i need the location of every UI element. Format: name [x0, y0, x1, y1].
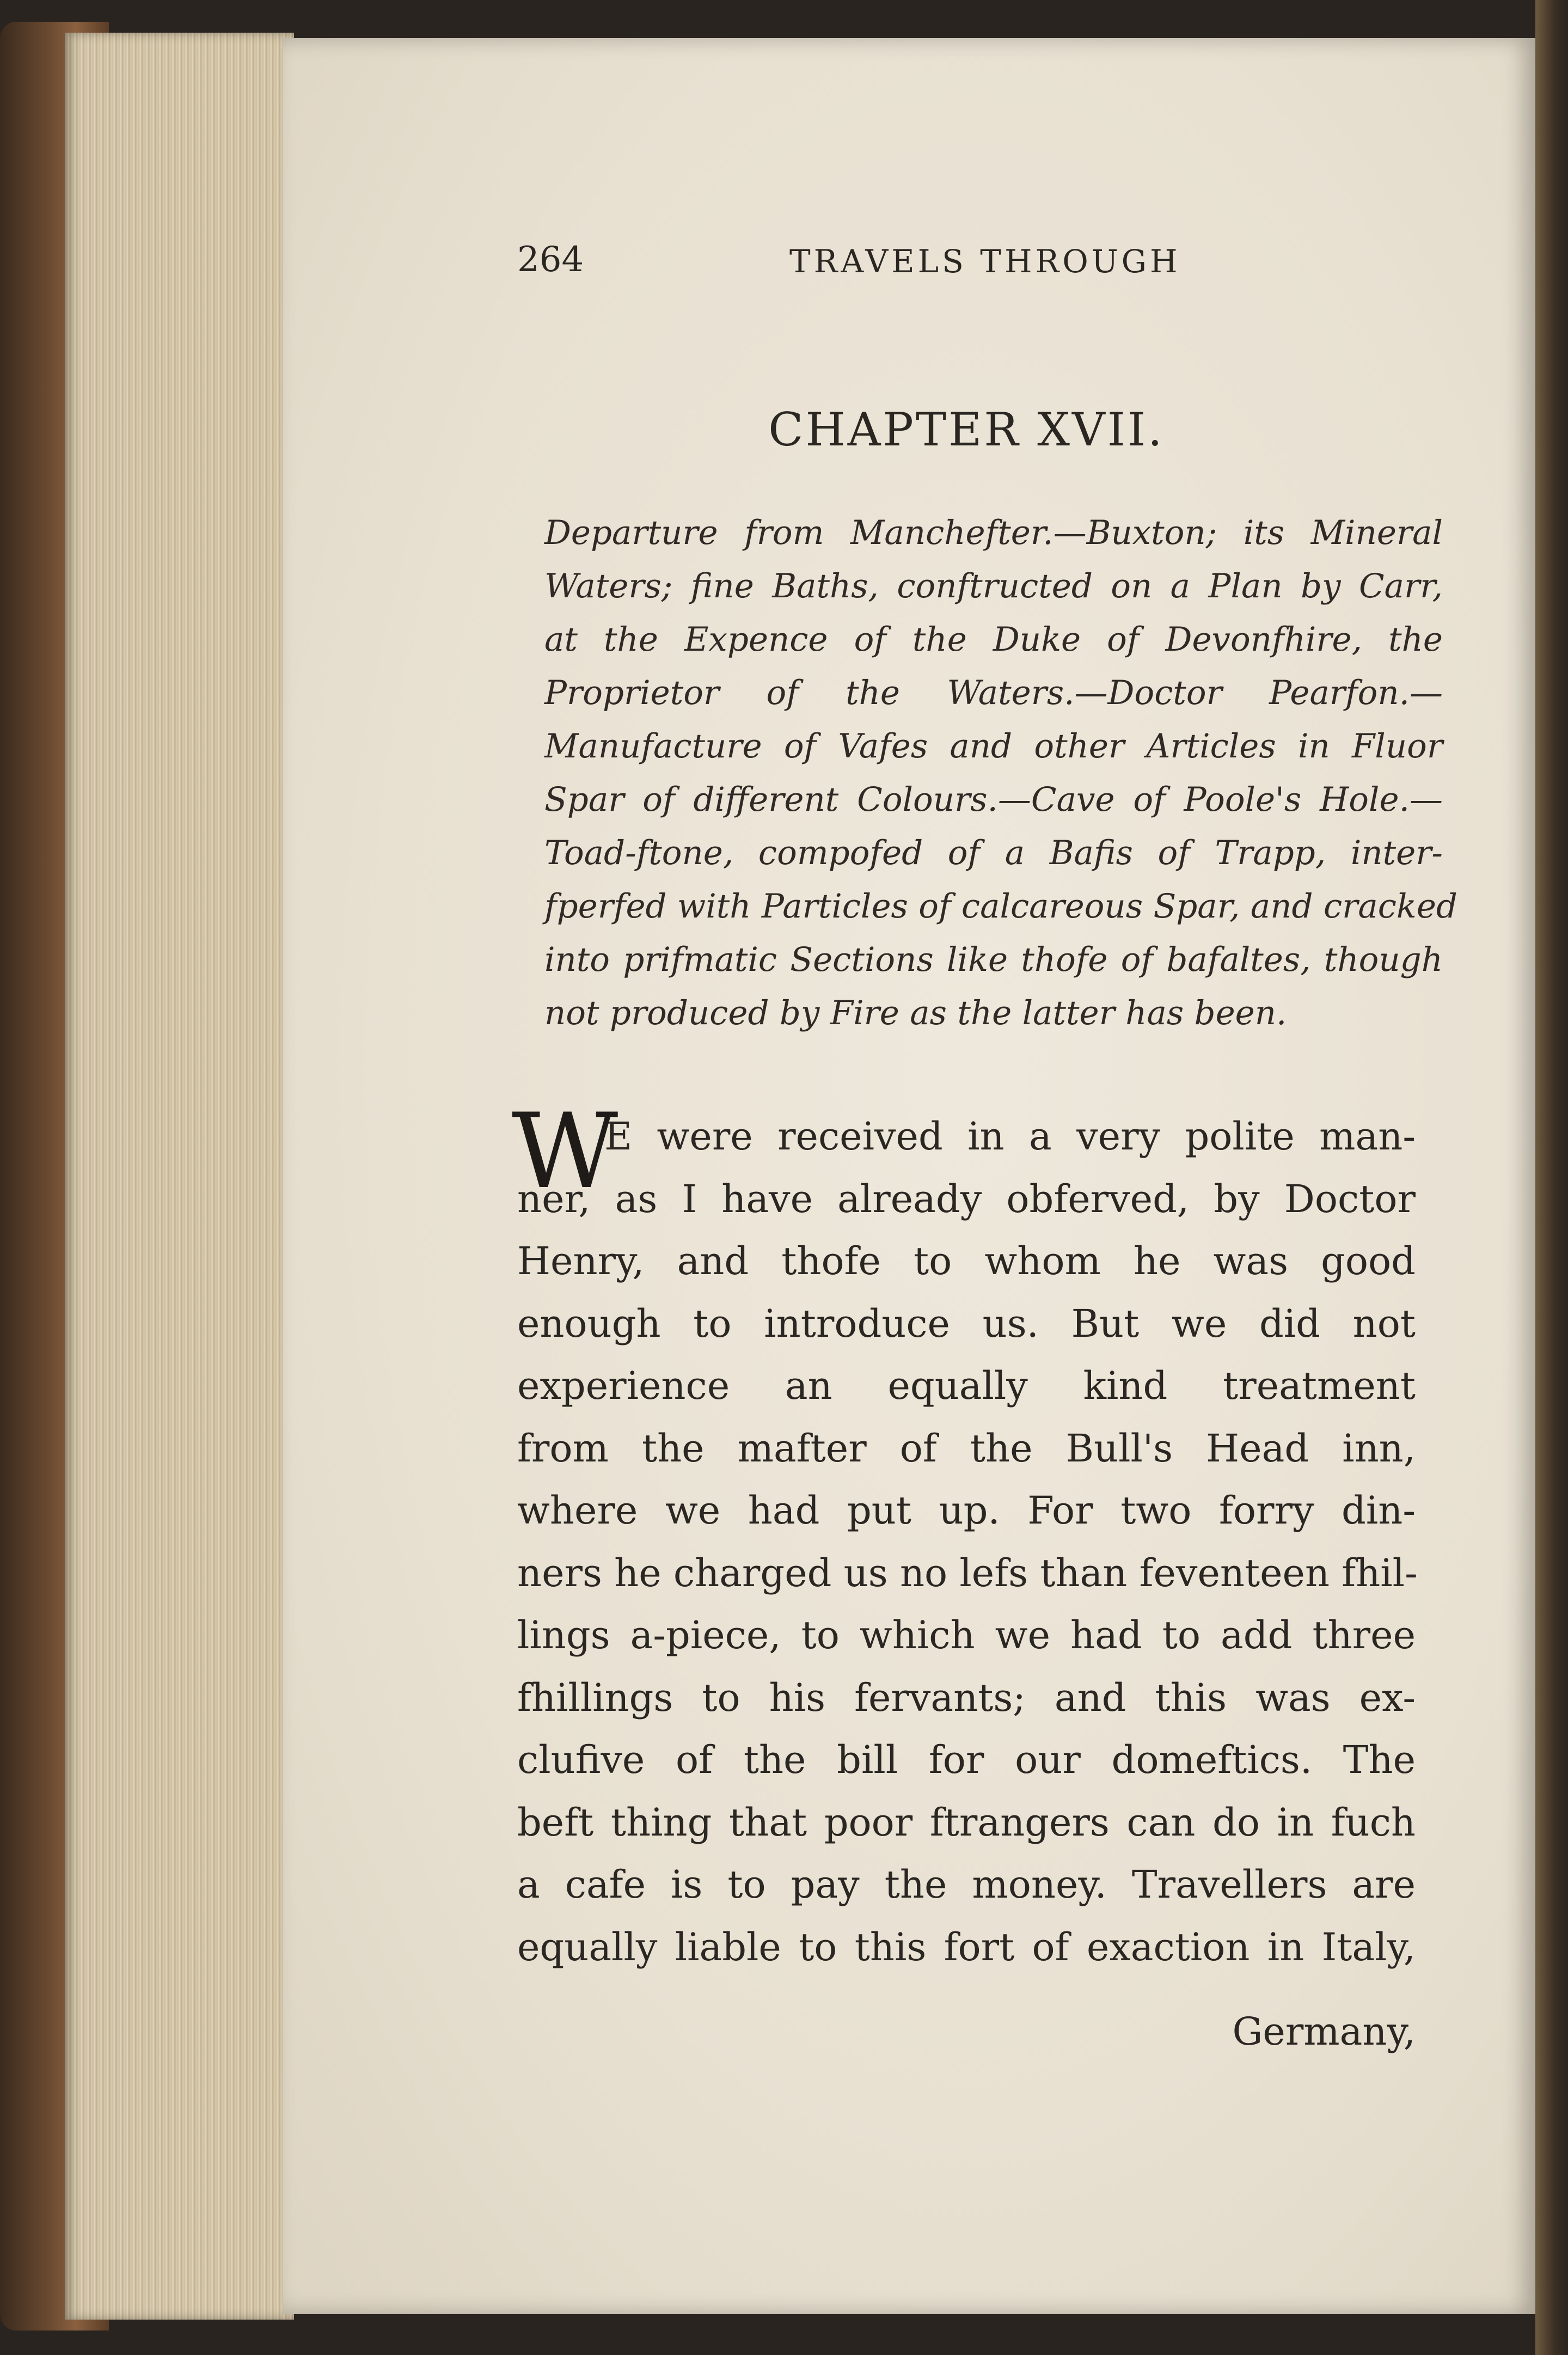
- summary-line: Spar of different Colours.—Cave of Poole's Hole.—: [544, 780, 1443, 819]
- summary-line: Proprietor of the Waters.—Doctor Pearfon.—: [544, 674, 1443, 712]
- catchword: Germany,: [1232, 2009, 1416, 2054]
- body-line: ner, as I have already obferved, by Doctor: [517, 1176, 1416, 1221]
- chapter-summary: [544, 506, 1457, 1040]
- summary-line: fperfed with Particles of calcareous Spar, and cracked: [544, 887, 1457, 926]
- body-line: E were received in a very polite man-: [604, 1114, 1416, 1159]
- next-leaf-edge: [1535, 0, 1568, 2355]
- summary-line: Departure from Manchefter.—Buxton; its Mineral: [544, 513, 1443, 552]
- body-line: Henry, and thofe to whom he was good: [517, 1239, 1416, 1283]
- running-title: TRAVELS THROUGH: [789, 243, 1181, 280]
- summary-line: Manufacture of Vafes and other Articles in Fluor: [544, 727, 1443, 766]
- page-edges: [65, 33, 294, 2320]
- body-line: a cafe is to pay the money. Travellers are: [517, 1862, 1416, 1907]
- body-line: experience an equally kind treatment: [517, 1363, 1416, 1408]
- summary-line: not produced by Fire as the latter has been.: [544, 994, 1287, 1032]
- body-line: ners he charged us no lefs than feventeen fhil-: [517, 1550, 1418, 1595]
- summary-line: Toad-ftone, compofed of a Bafis of Trapp, inter-: [544, 834, 1443, 872]
- body-line: equally liable to this fort of exaction in Italy,: [517, 1924, 1416, 1969]
- chapter-title: CHAPTER XVII.: [768, 403, 1165, 456]
- body-line: where we had put up. For two forry din-: [517, 1488, 1416, 1533]
- summary-line: at the Expence of the Duke of Devonfhire, the: [544, 620, 1443, 659]
- drop-cap: W: [512, 1091, 618, 1212]
- body-line: from the mafter of the Bull's Head inn,: [517, 1426, 1416, 1471]
- body-line: beft thing that poor ftrangers can do in fuch: [517, 1800, 1416, 1845]
- summary-line: Waters; fine Baths, conftructed on a Plan by Carr,: [544, 567, 1443, 605]
- page-number: 264: [517, 240, 584, 280]
- body-line: enough to introduce us. But we did not: [517, 1301, 1416, 1346]
- body-text: [512, 1091, 1418, 1978]
- body-line: fhillings to his fervants; and this was ex-: [517, 1675, 1416, 1720]
- summary-line: into prifmatic Sections like thofe of bafaltes, though: [544, 940, 1443, 979]
- body-line: lings a-piece, to which we had to add three: [517, 1613, 1416, 1657]
- running-head: [517, 240, 1475, 289]
- body-line: clufive of the bill for our domeftics. The: [517, 1738, 1416, 1782]
